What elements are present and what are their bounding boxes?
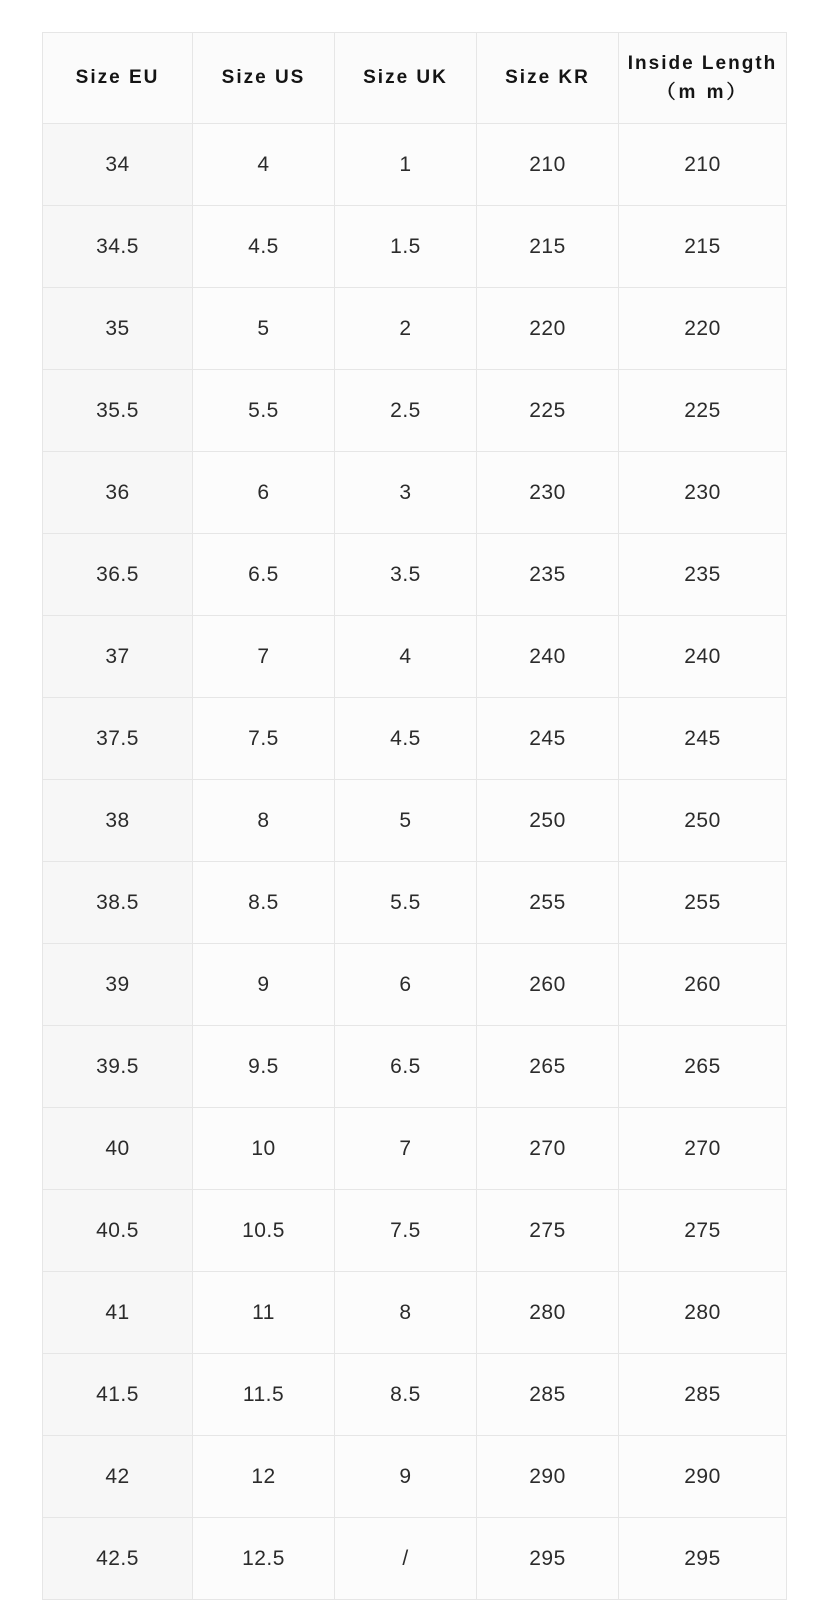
cell-size-eu: 42 xyxy=(43,1436,193,1518)
table-cell: 280 xyxy=(619,1272,787,1354)
table-cell: 8 xyxy=(335,1272,477,1354)
table-cell: 225 xyxy=(477,370,619,452)
table-cell: 11.5 xyxy=(193,1354,335,1436)
table-cell: 250 xyxy=(477,780,619,862)
cell-size-eu: 34.5 xyxy=(43,206,193,288)
column-header-unit: （m m） xyxy=(656,81,749,103)
column-header-inside-length xyxy=(619,33,787,124)
table-row xyxy=(43,1518,787,1600)
table-row xyxy=(43,206,787,288)
table-cell: 255 xyxy=(477,862,619,944)
table-cell: 1.5 xyxy=(335,206,477,288)
table-cell: 275 xyxy=(619,1190,787,1272)
table-cell: 10.5 xyxy=(193,1190,335,1272)
column-header-label: Size US xyxy=(221,67,306,88)
table-body xyxy=(43,124,787,1600)
table-cell: 3.5 xyxy=(335,534,477,616)
table-cell: 5 xyxy=(335,780,477,862)
table-cell: 270 xyxy=(619,1108,787,1190)
table-cell: 4 xyxy=(335,616,477,698)
table-cell: 9 xyxy=(193,944,335,1026)
table-cell: 2.5 xyxy=(335,370,477,452)
table-cell: 235 xyxy=(477,534,619,616)
cell-size-eu: 35.5 xyxy=(43,370,193,452)
table-row xyxy=(43,1108,787,1190)
table-cell: 5.5 xyxy=(193,370,335,452)
table-row xyxy=(43,1272,787,1354)
column-header-size-us xyxy=(193,33,335,124)
table-cell: 8.5 xyxy=(193,862,335,944)
cell-size-eu: 37 xyxy=(43,616,193,698)
table-cell: 6.5 xyxy=(335,1026,477,1108)
table-row xyxy=(43,1190,787,1272)
table-cell: 10 xyxy=(193,1108,335,1190)
table-cell: 265 xyxy=(477,1026,619,1108)
table-row xyxy=(43,1436,787,1518)
table-cell: 8 xyxy=(193,780,335,862)
table-row xyxy=(43,1354,787,1436)
table-cell: 215 xyxy=(619,206,787,288)
table-cell: 250 xyxy=(619,780,787,862)
table-row xyxy=(43,452,787,534)
table-cell: 9 xyxy=(335,1436,477,1518)
table-cell: 285 xyxy=(477,1354,619,1436)
table-cell: 6 xyxy=(193,452,335,534)
table-cell: 260 xyxy=(477,944,619,1026)
table-row xyxy=(43,288,787,370)
table-cell: 7 xyxy=(193,616,335,698)
table-cell: 1 xyxy=(335,124,477,206)
table-cell: 2 xyxy=(335,288,477,370)
column-header-label: Size KR xyxy=(505,67,590,88)
table-cell: 295 xyxy=(477,1518,619,1600)
column-header-size-eu xyxy=(43,33,193,124)
table-cell: 7 xyxy=(335,1108,477,1190)
cell-size-eu: 39 xyxy=(43,944,193,1026)
table-cell: 8.5 xyxy=(335,1354,477,1436)
table-cell: 3 xyxy=(335,452,477,534)
table-cell: 12.5 xyxy=(193,1518,335,1600)
column-header-label: Size UK xyxy=(363,67,448,88)
table-row xyxy=(43,370,787,452)
table-cell: 220 xyxy=(477,288,619,370)
table-header-row xyxy=(43,33,787,124)
table-cell: 7.5 xyxy=(193,698,335,780)
table-row xyxy=(43,124,787,206)
table-cell: / xyxy=(335,1518,477,1600)
table-cell: 240 xyxy=(477,616,619,698)
table-cell: 220 xyxy=(619,288,787,370)
table-row xyxy=(43,944,787,1026)
table-cell: 5.5 xyxy=(335,862,477,944)
table-row xyxy=(43,780,787,862)
table-cell: 245 xyxy=(477,698,619,780)
cell-size-eu: 38.5 xyxy=(43,862,193,944)
cell-size-eu: 34 xyxy=(43,124,193,206)
table-cell: 275 xyxy=(477,1190,619,1272)
table-cell: 295 xyxy=(619,1518,787,1600)
table-cell: 225 xyxy=(619,370,787,452)
size-conversion-table xyxy=(42,32,787,1600)
cell-size-eu: 42.5 xyxy=(43,1518,193,1600)
table-row xyxy=(43,1026,787,1108)
table-cell: 215 xyxy=(477,206,619,288)
table-cell: 280 xyxy=(477,1272,619,1354)
table-cell: 230 xyxy=(619,452,787,534)
column-header-size-kr xyxy=(477,33,619,124)
cell-size-eu: 41 xyxy=(43,1272,193,1354)
column-header-size-uk xyxy=(335,33,477,124)
table-cell: 285 xyxy=(619,1354,787,1436)
table-row xyxy=(43,534,787,616)
table-cell: 260 xyxy=(619,944,787,1026)
table-cell: 255 xyxy=(619,862,787,944)
cell-size-eu: 38 xyxy=(43,780,193,862)
table-cell: 290 xyxy=(477,1436,619,1518)
table-row xyxy=(43,698,787,780)
table-cell: 6.5 xyxy=(193,534,335,616)
cell-size-eu: 40 xyxy=(43,1108,193,1190)
cell-size-eu: 36 xyxy=(43,452,193,534)
table-cell: 6 xyxy=(335,944,477,1026)
table-cell: 11 xyxy=(193,1272,335,1354)
cell-size-eu: 35 xyxy=(43,288,193,370)
table-cell: 235 xyxy=(619,534,787,616)
table-cell: 4 xyxy=(193,124,335,206)
table-cell: 12 xyxy=(193,1436,335,1518)
table-cell: 245 xyxy=(619,698,787,780)
table-cell: 290 xyxy=(619,1436,787,1518)
table-cell: 210 xyxy=(477,124,619,206)
table-cell: 230 xyxy=(477,452,619,534)
cell-size-eu: 37.5 xyxy=(43,698,193,780)
cell-size-eu: 41.5 xyxy=(43,1354,193,1436)
table-row xyxy=(43,616,787,698)
table-cell: 4.5 xyxy=(335,698,477,780)
cell-size-eu: 36.5 xyxy=(43,534,193,616)
table-cell: 210 xyxy=(619,124,787,206)
cell-size-eu: 39.5 xyxy=(43,1026,193,1108)
column-header-label: Size EU xyxy=(75,67,160,88)
cell-size-eu: 40.5 xyxy=(43,1190,193,1272)
table-cell: 270 xyxy=(477,1108,619,1190)
table-header xyxy=(43,33,787,124)
table-cell: 5 xyxy=(193,288,335,370)
table-cell: 240 xyxy=(619,616,787,698)
table-cell: 7.5 xyxy=(335,1190,477,1272)
table-cell: 9.5 xyxy=(193,1026,335,1108)
table-cell: 4.5 xyxy=(193,206,335,288)
column-header-label: Inside Length xyxy=(627,52,778,74)
table-cell: 265 xyxy=(619,1026,787,1108)
table-row xyxy=(43,862,787,944)
